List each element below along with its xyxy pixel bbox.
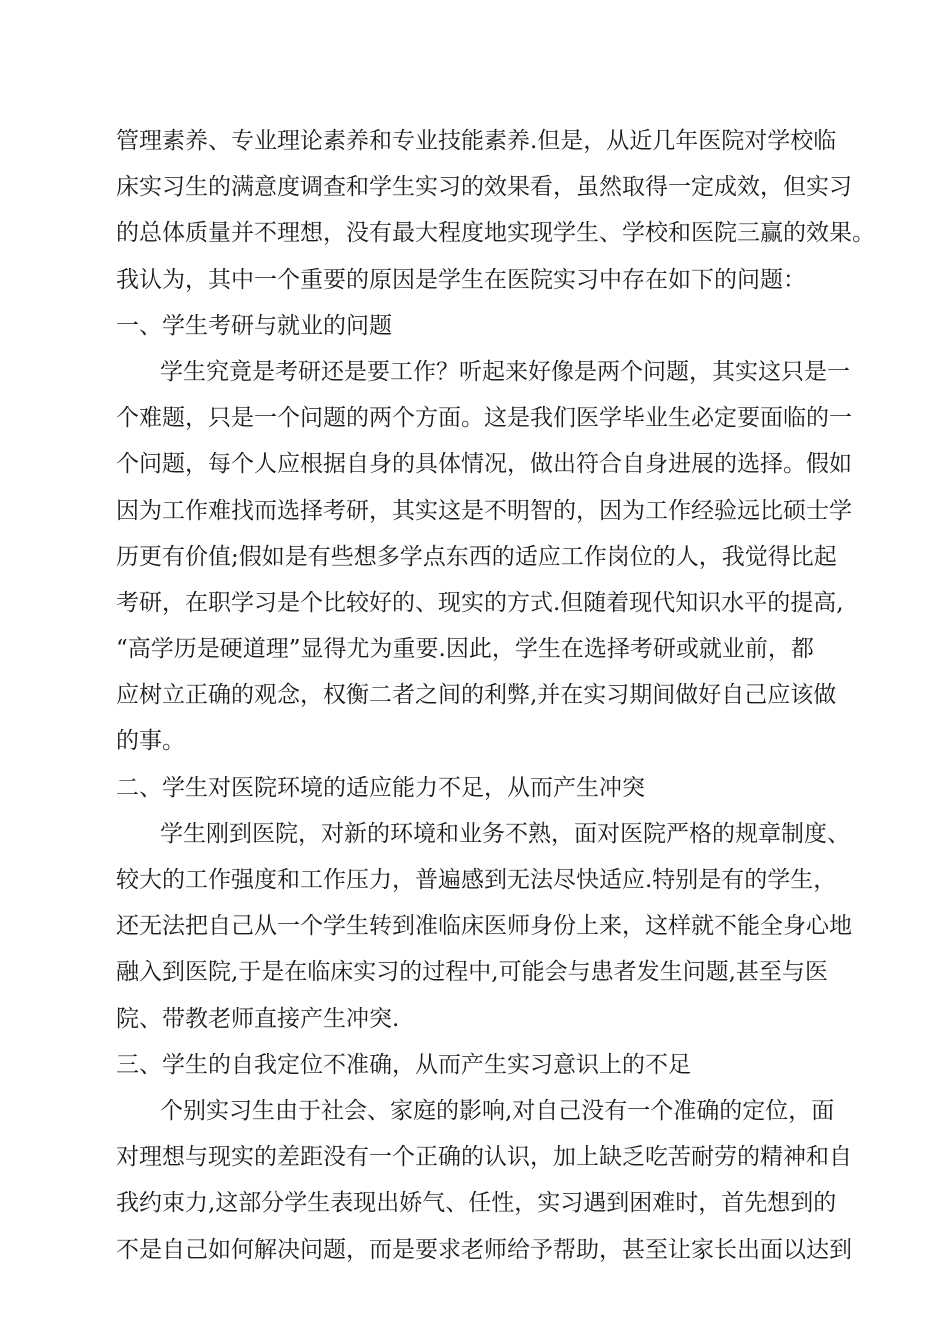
- section-heading: 二、学生对医院环境的适应能力不足，从而产生冲突: [116, 774, 645, 801]
- text-line: 床实习生的满意度调查和学生实习的效果看，虽然取得一定成效，但实习: [116, 174, 852, 201]
- text-line: 历更有价值;假如是有些想多学点东西的适应工作岗位的人，我觉得比起: [116, 543, 837, 570]
- text-line: 对理想与现实的差距没有一个正确的认识，加上缺乏吃苦耐劳的精神和自: [116, 1144, 852, 1171]
- text-line: 个问题，每个人应根据自身的具体情况，做出符合自身进展的选择。假如: [116, 451, 852, 478]
- text-line: 考研，在职学习是个比较好的、现实的方式.但随着现代知识水平的提高,: [116, 589, 844, 616]
- text-line: 管理素养、专业理论素养和专业技能素养.但是，从近几年医院对学校临: [116, 128, 837, 154]
- section-heading: 三、学生的自我定位不准确，从而产生实习意识上的不足: [116, 1051, 691, 1078]
- text-line: 因为工作难找而选择考研，其实这是不明智的，因为工作经验远比硕士学: [116, 497, 852, 524]
- text-line: 应树立正确的观念，权衡二者之间的利弊,并在实习期间做好自己应该做: [116, 682, 837, 709]
- text-line: 较大的工作强度和工作压力，普遍感到无法尽快适应.特别是有的学生，: [116, 867, 837, 893]
- body-text: [0, 118, 950, 1273]
- text-line: 融入到医院,于是在临床实习的过程中,可能会与患者发生问题,甚至与医: [116, 959, 828, 986]
- text-line: 还无法把自己从一个学生转到准临床医师身份上来，这样就不能全身心地: [116, 913, 852, 940]
- section-heading: 一、学生考研与就业的问题: [116, 312, 392, 339]
- text-line: 个难题，只是一个问题的两个方面。这是我们医学毕业生必定要面临的一: [116, 405, 852, 432]
- text-line: 的总体质量并不理想，没有最大程度地实现学生、学校和医院三赢的效果。: [116, 220, 875, 247]
- text-line: 我认为，其中一个重要的原因是学生在医院实习中存在如下的问题：: [116, 266, 806, 293]
- text-line: “高学历是硬道理”显得尤为重要.因此，学生在选择考研或就业前，都: [116, 636, 814, 663]
- text-line: 个别实习生由于社会、家庭的影响,对自己没有一个准确的定位，面: [160, 1097, 835, 1124]
- text-line: 院、带教老师直接产生冲突.: [116, 1005, 400, 1032]
- text-line: 不是自己如何解决问题，而是要求老师给予帮助，甚至让家长出面以达到: [116, 1236, 852, 1263]
- text-line: 学生刚到医院，对新的环境和业务不熟，面对医院严格的规章制度、: [160, 820, 850, 847]
- text-line: 的事。: [116, 728, 185, 755]
- text-line: 学生究竟是考研还是要工作？听起来好像是两个问题，其实这只是一: [160, 358, 850, 385]
- text-line: 我约束力,这部分学生表现出娇气、任性，实习遇到困难时，首先想到的: [116, 1190, 837, 1217]
